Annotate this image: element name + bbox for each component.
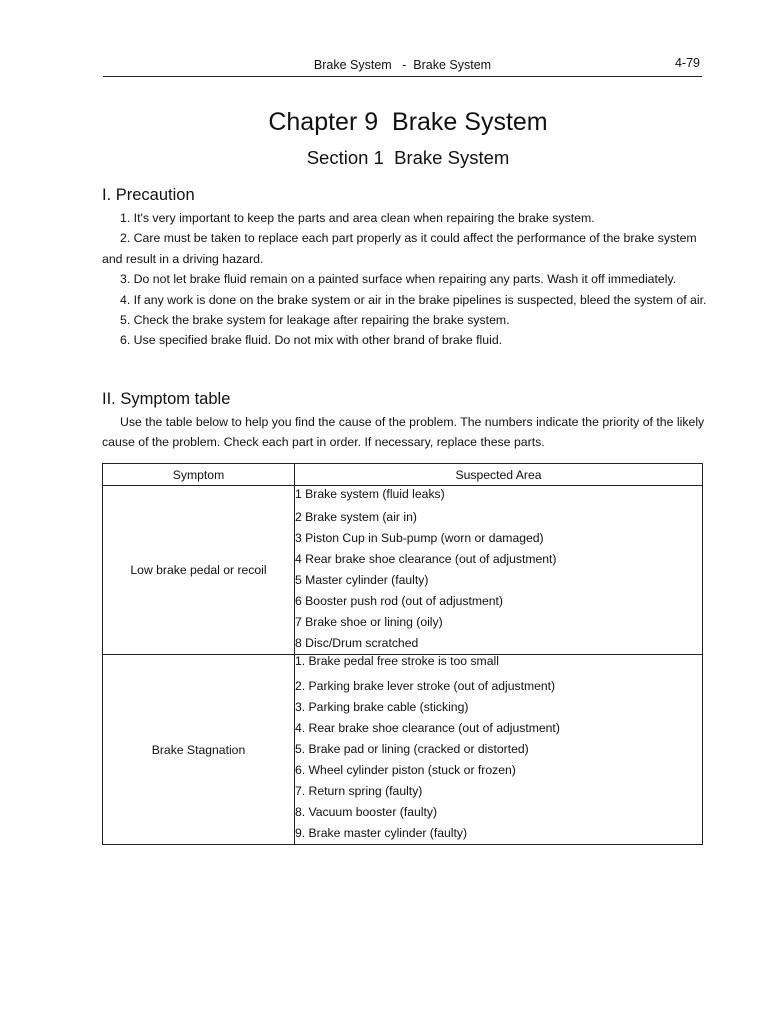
suspected-area-item: 8 Disc/Drum scratched	[295, 636, 419, 650]
precaution-heading: I. Precaution	[102, 186, 195, 204]
suspected-area-item: 4 Rear brake shoe clearance (out of adjustment)	[295, 552, 557, 566]
precaution-item: 2. Care must be taken to replace each part properly as it could affect the performance of the brake system and result in a driving hazard.	[102, 231, 697, 266]
suspected-area-item: 2 Brake system (air in)	[295, 510, 417, 524]
intro-text: Use the table below to help you find the cause of the problem. The numbers indicate the priority of the likely cause of the problem. Check each part in order. If necessary, replace these parts.	[102, 415, 705, 450]
suspected-area-item: 6 Booster push rod (out of adjustment)	[295, 594, 503, 608]
suspected-area-item: 9. Brake master cylinder (faulty)	[295, 826, 468, 840]
suspected-area-item: 8. Vacuum booster (faulty)	[295, 805, 438, 819]
running-header-title: Brake System - Brake System	[313, 58, 492, 72]
symptom-table-intro	[102, 412, 714, 453]
section-title: Section 1 Brake System	[306, 147, 510, 168]
symptom-cell: Brake Stagnation	[103, 655, 295, 845]
suspected-area-item: 5 Master cylinder (faulty)	[295, 573, 429, 587]
precaution-item: 1. It's very important to keep the parts and area clean when repairing the brake system.	[120, 211, 595, 225]
suspected-area-item: 6. Wheel cylinder piston (stuck or frozen)	[295, 763, 516, 777]
chapter-title: Chapter 9 Brake System	[268, 108, 548, 136]
suspected-area-item: 1. Brake pedal free stroke is too small	[295, 654, 499, 668]
precaution-item: 4. If any work is done on the brake system or air in the brake pipelines is suspected, bleed the system of air.	[120, 292, 707, 307]
precaution-list	[102, 208, 714, 351]
table-row	[103, 655, 703, 845]
precaution-item: 3. Do not let brake fluid remain on a painted surface when repairing any parts. Wash it off immediately.	[120, 272, 677, 287]
suspected-area-item: 3. Parking brake cable (sticking)	[295, 700, 469, 714]
symptom-table	[102, 463, 703, 845]
symptom-table-heading: II. Symptom table	[102, 390, 231, 408]
suspected-area-item: 2. Parking brake lever stroke (out of adjustment)	[295, 679, 556, 693]
suspected-area-item: 7 Brake shoe or lining (oily)	[295, 615, 443, 629]
page-header	[103, 56, 702, 76]
table-header-row	[103, 464, 703, 486]
column-header-suspected-area: Suspected Area	[295, 464, 703, 486]
column-header-symptom: Symptom	[103, 464, 295, 486]
suspected-area-item: 4. Rear brake shoe clearance (out of adjustment)	[295, 721, 560, 735]
suspected-area-cell	[295, 486, 703, 655]
precaution-item: 6. Use specified brake fluid. Do not mix with other brand of brake fluid.	[120, 333, 503, 348]
page-number: 4-79	[674, 56, 700, 70]
precaution-item: 5. Check the brake system for leakage after repairing the brake system.	[120, 313, 510, 328]
suspected-area-item: 5. Brake pad or lining (cracked or distorted)	[295, 742, 529, 756]
symptom-cell: Low brake pedal or recoil	[103, 486, 295, 655]
suspected-area-item: 3 Piston Cup in Sub-pump (worn or damaged)	[295, 531, 544, 545]
header-divider	[103, 76, 702, 77]
table-row	[103, 486, 703, 655]
suspected-area-item: 1 Brake system (fluid leaks)	[295, 487, 445, 501]
suspected-area-item: 7. Return spring (faulty)	[295, 784, 423, 798]
suspected-area-cell	[295, 655, 703, 845]
